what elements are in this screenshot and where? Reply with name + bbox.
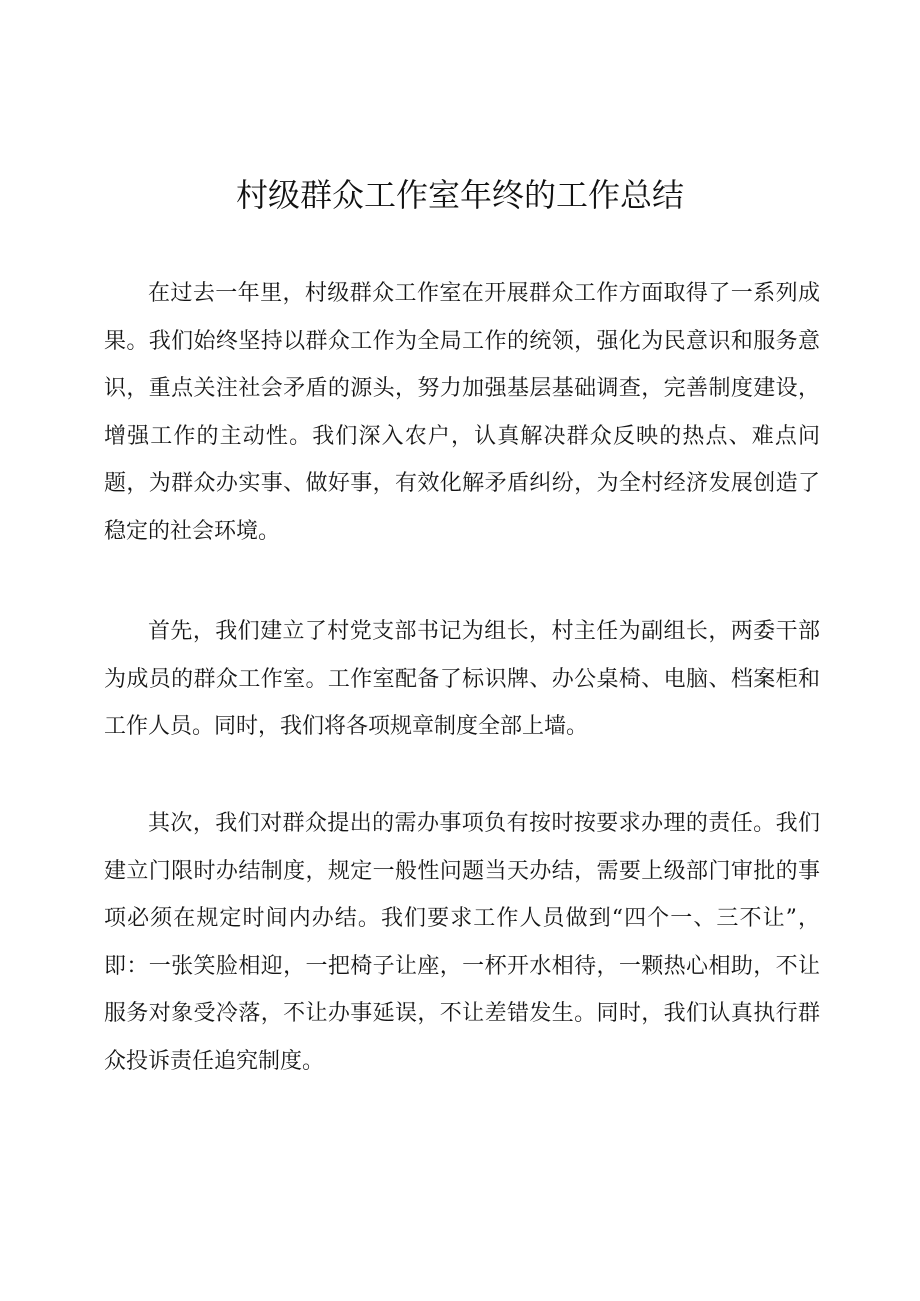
paragraph-1: 在过去一年里，村级群众工作室在开展群众工作方面取得了一系列成果。我们始终坚持以群众工作为全局工作的统领，强化为民意识和服务意识，重点关注社会矛盾的源头，努力加强基层基础调查，完善制度建设，增强工作的主动性。我们深入农户，认真解决群众反映的热点、难点问题，为群众办实事、做好事，有效化解矛盾纠纷，为全村经济发展创造了稳定的社会环境。 bbox=[104, 281, 820, 544]
paragraph-3: 其次，我们对群众提出的需办事项负有按时按要求办理的责任。我们建立门限时办结制度，规定一般性问题当天办结，需要上级部门审批的事项必须在规定时间内办结。我们要求工作人员做到“四个一、三不让”，即：一张笑脸相迎，一把椅子让座，一杯开水相待，一颗热心相助，不让服务对象受冷落，不让办事延误，不让差错发生。同时，我们认真执行群众投诉责任追究制度。 bbox=[104, 811, 820, 1074]
paragraph-2: 首先，我们建立了村党支部书记为组长，村主任为副组长，两委干部为成员的群众工作室。工作室配备了标识牌、办公桌椅、电脑、档案柜和工作人员。同时，我们将各项规章制度全部上墙。 bbox=[104, 619, 820, 740]
document-title: 村级群众工作室年终的工作总结 bbox=[235, 176, 684, 214]
